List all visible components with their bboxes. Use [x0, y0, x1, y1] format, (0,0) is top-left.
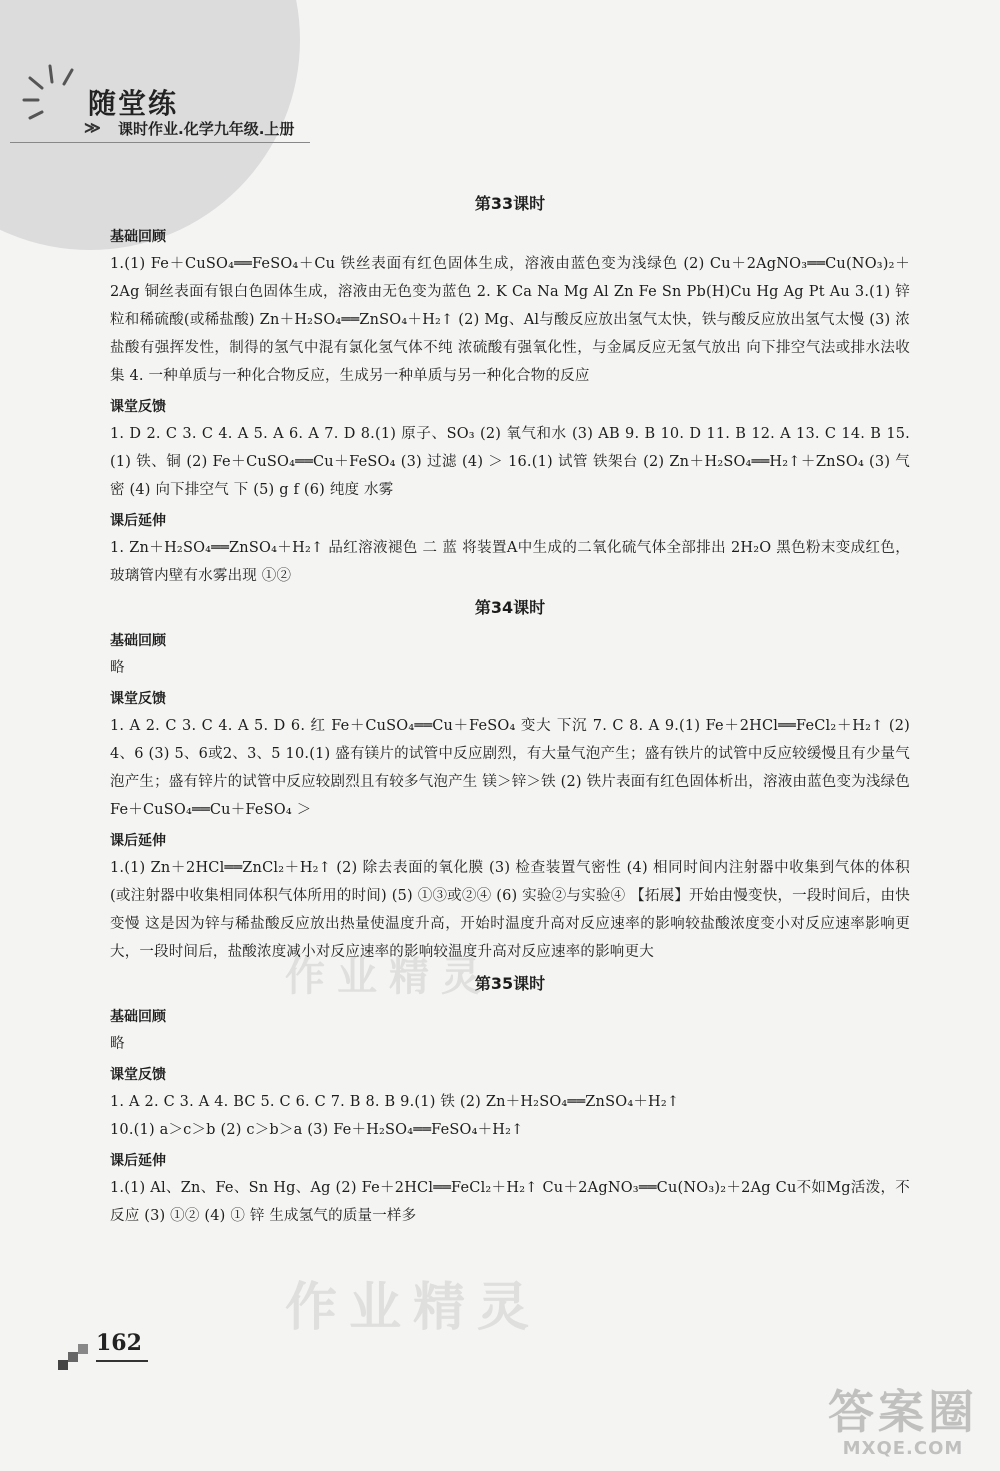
watermark-logo-text: 答案圈 [828, 1385, 978, 1439]
watermark-text: 作业精灵 [285, 1278, 542, 1338]
lesson-title: 第33课时 [474, 194, 546, 213]
site-watermark-logo [828, 1386, 978, 1459]
section-class-feedback [110, 1062, 910, 1144]
section-text: 1. D 2. C 3. C 4. A 5. A 6. A 7. D 8.(1) 原子、SO₃ (2) 氧气和水 (3) AB 9. B 10. D 11. B 12. A 13. C 14. B 15.(1) 铁、铜 (2) Fe＋CuSO₄══Cu＋FeSO₄ (3) 过滤 (4) ＞ 16.(1) 试管 铁架台 (2) Zn＋H₂SO₄══H₂↑＋ZnSO₄ (3) 气密 (4) 向下排空气 下 (5) g f (6) 纯度 水雾 [110, 426, 910, 498]
watermark-logo-url: MXQE.COM [842, 1438, 964, 1459]
sunburst-icon [18, 60, 88, 130]
page-number: 162 [96, 1330, 142, 1356]
section-class-feedback [110, 686, 910, 824]
section-text: 1. Zn＋H₂SO₄══ZnSO₄＋H₂↑ 品红溶液褪色 二 蓝 将装置A中生成的二氧化硫气体全部排出 2H₂O 黑色粉末变成红色，玻璃管内壁有水雾出现 ①② [110, 540, 910, 584]
section-heading: 课堂反馈 [110, 1067, 166, 1083]
book-subtitle: 课时作业.化学九年级.上册 [118, 120, 295, 138]
section-basic-review [110, 1004, 910, 1058]
header-divider [10, 142, 310, 143]
answer-content [110, 190, 910, 1234]
section-text: 1.(1) Fe＋CuSO₄══FeSO₄＋Cu 铁丝表面有红色固体生成，溶液由蓝色变为浅绿色 (2) Cu＋2AgNO₃══Cu(NO₃)₂＋2Ag 铜丝表面有银白色固体生成，溶液由无色变为蓝色 2. K Ca Na Mg Al Zn Fe Sn Pb(H)Cu Hg Ag Pt Au 3.(1) 锌粒和稀硫酸(或稀盐酸) Zn＋H₂SO₄══ZnSO₄＋H₂↑ (2) Mg、Al与酸反应放出氢气太快，铁与酸反应放出氢气太慢 (3) 浓盐酸有强挥发性，制得的氢气中混有氯化氢气体不纯 浓硫酸有强氧化性，与金属反应无氢气放出 向下排空气法或排水法收集 4. 一种单质与一种化合物反应，生成另一种单质与另一种化合物的反应 [110, 256, 910, 384]
section-text: 略 [110, 1036, 125, 1052]
section-heading: 基础回顾 [110, 229, 166, 245]
section-text: 1. A 2. C 3. C 4. A 5. D 6. 红 Fe＋CuSO₄══Cu＋FeSO₄ 变大 下沉 7. C 8. A 9.(1) Fe＋2HCl══FeCl₂＋H₂↑ (2) 4、6 (3) 5、6或2、3、5 10.(1) 盛有镁片的试管中反应剧烈，有大量气泡产生；盛有铁片的试管中反应较缓慢且有少量气泡产生；盛有锌片的试管中反应较剧烈且有较多气泡产生 镁＞锌＞铁 (2) 铁片表面有红色固体析出，溶液由蓝色变为浅绿色 Fe＋CuSO₄══Cu＋FeSO₄ ＞ [110, 718, 910, 818]
section-heading: 课堂反馈 [110, 691, 166, 707]
section-heading: 课堂反馈 [110, 399, 166, 415]
double-chevron-icon: ≫ [84, 118, 101, 137]
section-heading: 基础回顾 [110, 1009, 166, 1025]
lesson-33 [110, 190, 910, 590]
section-after-class [110, 828, 910, 966]
section-text: 1. A 2. C 3. A 4. BC 5. C 6. C 7. B 8. B 9.(1) 铁 (2) Zn＋H₂SO₄══ZnSO₄＋H₂↑ 10.(1) a＞c＞b (2) c＞b＞a (3) Fe＋H₂SO₄══FeSO₄＋H₂↑ [110, 1094, 680, 1138]
section-text: 1.(1) Zn＋2HCl══ZnCl₂＋H₂↑ (2) 除去表面的氧化膜 (3) 检查装置气密性 (4) 相同时间内注射器中收集到气体的体积(或注射器中收集相同体积气体所用的时间) (5) ①③或②④ (6) 实验②与实验④ 【拓展】开始由慢变快，一段时间后，由快变慢 这是因为锌与稀盐酸反应放出热量使温度升高，开始时温度升高对反应速率的影响较盐酸浓度变小对反应速率影响更大，一段时间后，盐酸浓度减小对反应速率的影响较温度升高对反应速率的影响更大 [110, 860, 910, 960]
section-heading: 课后延伸 [110, 1153, 166, 1169]
lesson-34 [110, 594, 910, 966]
section-basic-review [110, 628, 910, 682]
book-series-title: 随堂练 [88, 87, 179, 120]
section-text: 略 [110, 660, 125, 676]
lesson-35 [110, 970, 910, 1230]
watermark-text: 作业精灵 [285, 954, 493, 1000]
section-heading: 基础回顾 [110, 633, 166, 649]
page-number-underline [96, 1360, 148, 1362]
section-after-class [110, 508, 910, 590]
section-heading: 课后延伸 [110, 833, 166, 849]
section-basic-review [110, 224, 910, 390]
section-text: 1.(1) Al、Zn、Fe、Sn Hg、Ag (2) Fe＋2HCl══FeCl₂＋H₂↑ Cu＋2AgNO₃══Cu(NO₃)₂＋2Ag Cu不如Mg活泼，不反应 (3) ①② (4) ① 锌 生成氢气的质量一样多 [110, 1180, 910, 1224]
section-heading: 课后延伸 [110, 513, 166, 529]
lesson-title: 第34课时 [474, 598, 546, 617]
lesson-title: 第35课时 [474, 974, 546, 993]
section-after-class [110, 1148, 910, 1230]
page-header [0, 0, 1000, 170]
section-class-feedback [110, 394, 910, 504]
